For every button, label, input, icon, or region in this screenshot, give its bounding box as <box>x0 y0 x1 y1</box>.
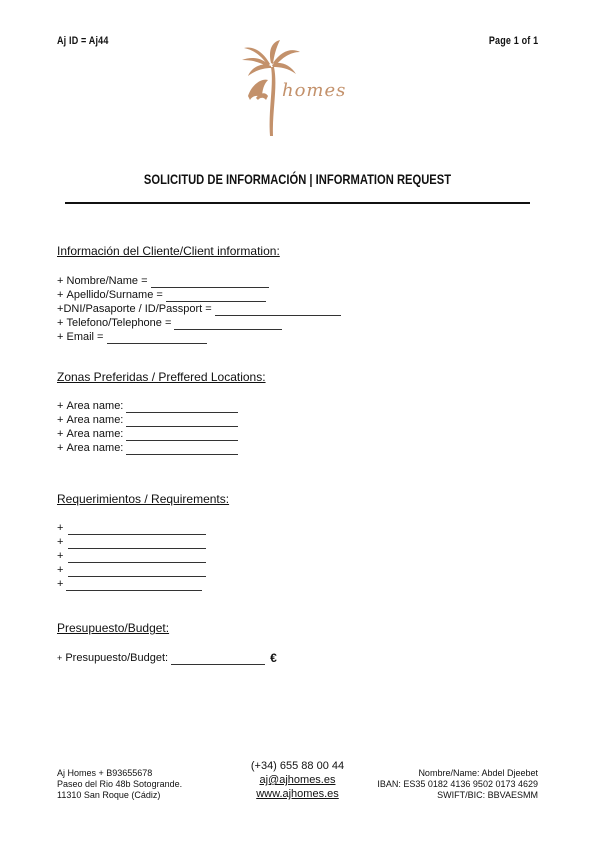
budget-row <box>57 651 277 665</box>
euro-symbol: € <box>270 651 277 665</box>
area-name-label: Area name: <box>66 400 124 412</box>
locations-fields <box>57 399 238 455</box>
area-name-label: Area name: <box>66 428 124 440</box>
footer-address: Paseo del Rio 48b Sotogrande. <box>57 779 183 789</box>
telephone-field-row <box>57 316 341 330</box>
id-passport-field[interactable] <box>215 305 341 316</box>
client-info-heading: Información del Cliente/Client information: <box>57 244 280 258</box>
email-field-row <box>57 330 341 344</box>
page-number: Page 1 of 1 <box>488 35 538 47</box>
requirement-field[interactable] <box>66 580 202 591</box>
area-name-row <box>57 413 238 427</box>
footer-email-link[interactable]: aj@ajhomes.es <box>259 774 336 786</box>
bullet-plus: + <box>57 442 64 454</box>
bullet-plus: + <box>57 317 64 329</box>
id-field-label: DNI/Pasaporte / ID/Passport = <box>63 303 212 315</box>
area-name-field[interactable] <box>126 430 238 441</box>
bullet-plus: + <box>57 303 64 315</box>
footer-website-link[interactable]: www.ajhomes.es <box>256 788 339 800</box>
document-title: SOLICITUD DE INFORMACIÓN | INFORMATION REQUEST <box>143 171 452 187</box>
requirement-row <box>57 521 206 535</box>
logo-wordmark: homes <box>282 80 347 101</box>
requirement-field[interactable] <box>68 538 206 549</box>
footer-swift: SWIFT/BIC: BBVAESMM <box>437 790 538 800</box>
area-name-row <box>57 399 238 413</box>
surname-field-row <box>57 288 341 302</box>
id-field-row <box>57 302 341 316</box>
requirement-row <box>57 577 206 591</box>
footer-phone: (+34) 655 88 00 44 <box>250 760 345 772</box>
title-divider <box>65 202 530 204</box>
bullet-plus: + <box>57 414 64 426</box>
bullet-plus: + <box>57 653 63 663</box>
budget-heading: Presupuesto/Budget: <box>57 621 170 635</box>
footer-city: 11310 San Roque (Cádiz) <box>57 790 161 800</box>
area-name-row <box>57 427 238 441</box>
document-id: Aj ID = Aj44 <box>57 35 109 47</box>
company-logo <box>238 40 363 140</box>
footer-bank-info <box>377 768 538 801</box>
budget-field[interactable] <box>171 654 265 665</box>
surname-field-label: Apellido/Surname = <box>66 289 163 301</box>
telephone-field-label: Telefono/Telephone = <box>66 317 172 329</box>
area-name-field[interactable] <box>126 444 238 455</box>
area-name-row <box>57 441 238 455</box>
requirement-row <box>57 535 206 549</box>
bullet-plus: + <box>57 564 64 576</box>
requirements-heading: Requerimientos / Requirements: <box>57 492 230 506</box>
client-info-fields <box>57 274 341 344</box>
footer-company-name: Aj Homes + B93655678 <box>57 768 153 778</box>
bullet-plus: + <box>57 550 64 562</box>
bullet-plus: + <box>57 578 64 590</box>
name-field-row <box>57 274 341 288</box>
requirement-field[interactable] <box>68 524 206 535</box>
requirements-fields <box>57 521 206 591</box>
name-field-label: Nombre/Name = <box>66 275 148 287</box>
locations-heading: Zonas Preferidas / Preffered Locations: <box>57 370 266 384</box>
email-field[interactable] <box>107 333 207 344</box>
email-field-label: Email = <box>66 331 104 343</box>
footer-iban: IBAN: ES35 0182 4136 9502 0173 4629 <box>377 779 538 789</box>
bullet-plus: + <box>57 331 64 343</box>
requirement-field[interactable] <box>68 566 206 577</box>
requirement-field[interactable] <box>68 552 206 563</box>
bullet-plus: + <box>57 428 64 440</box>
telephone-field[interactable] <box>174 319 282 330</box>
area-name-field[interactable] <box>126 402 238 413</box>
bullet-plus: + <box>57 400 64 412</box>
area-name-label: Area name: <box>66 414 124 426</box>
area-name-label: Area name: <box>66 442 124 454</box>
requirement-row <box>57 549 206 563</box>
name-field[interactable] <box>151 277 269 288</box>
surname-field[interactable] <box>166 291 266 302</box>
bullet-plus: + <box>57 275 64 287</box>
bullet-plus: + <box>57 289 64 301</box>
budget-field-label: Presupuesto/Budget: <box>65 652 169 664</box>
bullet-plus: + <box>57 536 64 548</box>
area-name-field[interactable] <box>126 416 238 427</box>
bullet-plus: + <box>57 522 64 534</box>
requirement-row <box>57 563 206 577</box>
footer-account-name: Nombre/Name: Abdel Djeebet <box>418 768 538 778</box>
